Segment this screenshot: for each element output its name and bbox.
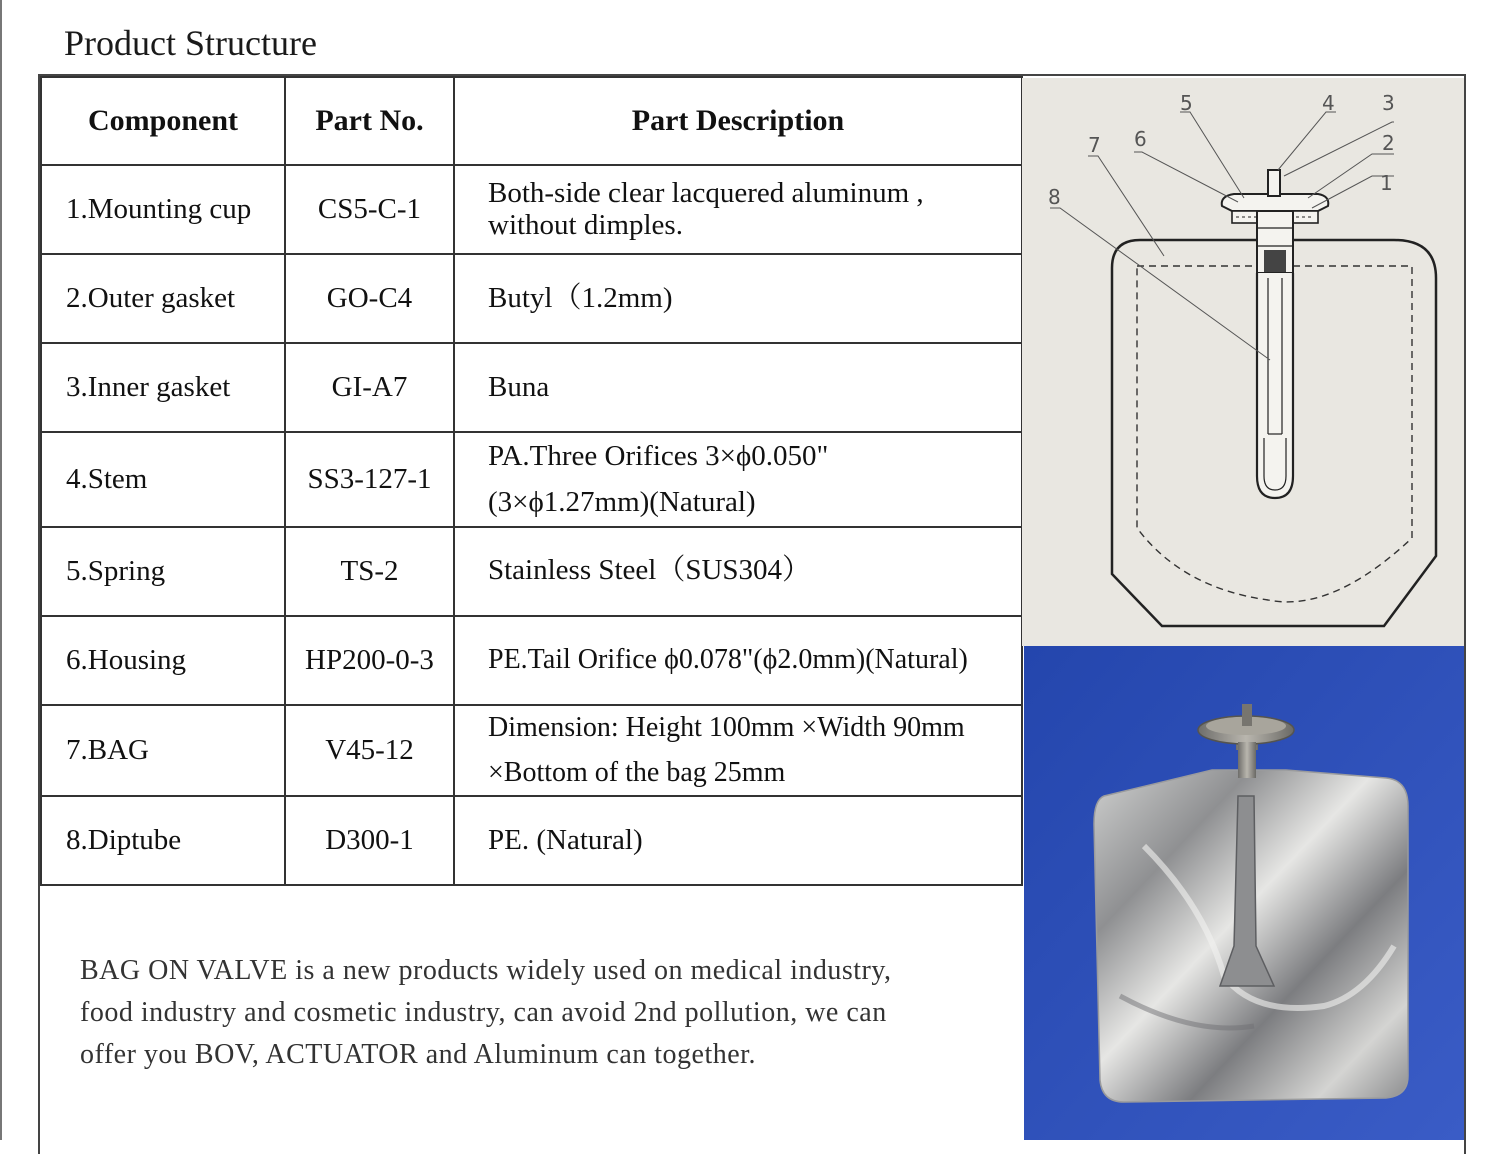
cell-component: 1.Mounting cup: [41, 165, 285, 254]
callout-label: 7: [1088, 133, 1101, 157]
cell-description: [454, 254, 1022, 343]
cell-component: 2.Outer gasket: [41, 254, 285, 343]
table-row: [41, 432, 1022, 527]
photo-svg: [1024, 646, 1464, 1140]
cell-part-no: V45-12: [285, 705, 454, 797]
description-line: without dimples.: [488, 208, 683, 241]
header-part-description: Part Description: [454, 77, 1022, 165]
description-line: (3×ϕ1.27mm)(Natural): [488, 486, 756, 519]
description-line: PE. (Natural): [488, 823, 643, 856]
cell-description: [454, 705, 1022, 797]
description-line: PA.Three Orifices 3×ϕ0.050": [488, 440, 829, 472]
description-line: Dimension: Height 100mm ×Width 90mm: [488, 711, 965, 743]
cell-description: [454, 165, 1022, 254]
cell-description: [454, 343, 1022, 432]
product-description-paragraph: [80, 950, 1010, 1076]
callout-label: 1: [1380, 171, 1393, 195]
cell-component: 6.Housing: [41, 616, 285, 705]
cell-part-no: GO-C4: [285, 254, 454, 343]
cell-component: 7.BAG: [41, 705, 285, 797]
bag-on-valve-photo: [1024, 646, 1464, 1140]
bag-on-valve-diagram: [1022, 78, 1464, 646]
callout-label: 8: [1048, 185, 1061, 209]
callout-label: 3: [1382, 91, 1395, 115]
cell-component: 5.Spring: [41, 527, 285, 616]
cell-part-no: TS-2: [285, 527, 454, 616]
cell-part-no: CS5-C-1: [285, 165, 454, 254]
table-row: [41, 705, 1022, 797]
callout-label: 4: [1322, 91, 1335, 115]
cell-component: 4.Stem: [41, 432, 285, 527]
cell-description: [454, 616, 1022, 705]
description-line: Buna: [488, 370, 550, 403]
table-row: [41, 165, 1022, 254]
description-line: Both-side clear lacquered aluminum ,: [488, 176, 924, 209]
cell-description: [454, 527, 1022, 616]
callout-label: 6: [1134, 127, 1147, 151]
table-row: [41, 796, 1022, 885]
description-line: ×Bottom of the bag 25mm: [488, 756, 786, 788]
footer-line: offer you BOV, ACTUATOR and Aluminum can together.: [80, 1039, 756, 1070]
table-row: [41, 254, 1022, 343]
cell-component: 8.Diptube: [41, 796, 285, 885]
cell-part-no: HP200-0-3: [285, 616, 454, 705]
callout-label: 5: [1180, 91, 1193, 115]
header-part-no: Part No.: [285, 77, 454, 165]
cell-part-no: SS3-127-1: [285, 432, 454, 527]
diagram-svg: [1022, 78, 1464, 646]
description-line: Stainless Steel（SUS304）: [488, 554, 812, 587]
cell-part-no: GI-A7: [285, 343, 454, 432]
header-component: Component: [41, 77, 285, 165]
footer-line: BAG ON VALVE is a new products widely used on medical industry,: [80, 955, 892, 986]
product-structure-table: [40, 76, 1023, 886]
cell-part-no: D300-1: [285, 796, 454, 885]
cell-component: 3.Inner gasket: [41, 343, 285, 432]
footer-line: food industry and cosmetic industry, can avoid 2nd pollution, we can: [80, 997, 887, 1028]
cell-description: [454, 432, 1022, 527]
description-line: PE.Tail Orifice ϕ0.078"(ϕ2.0mm)(Natural): [488, 643, 968, 675]
table-row: [41, 343, 1022, 432]
cell-description: [454, 796, 1022, 885]
callout-label: 2: [1382, 131, 1395, 155]
stem-top: [1268, 170, 1280, 196]
page-title: Product Structure: [64, 23, 317, 63]
diptube-shape: [1257, 273, 1293, 498]
table-row: [41, 527, 1022, 616]
description-line: Butyl（1.2mm): [488, 281, 673, 314]
table-row: [41, 616, 1022, 705]
page-edge-line: [0, 0, 2, 1140]
table-header-row: [41, 77, 1022, 165]
